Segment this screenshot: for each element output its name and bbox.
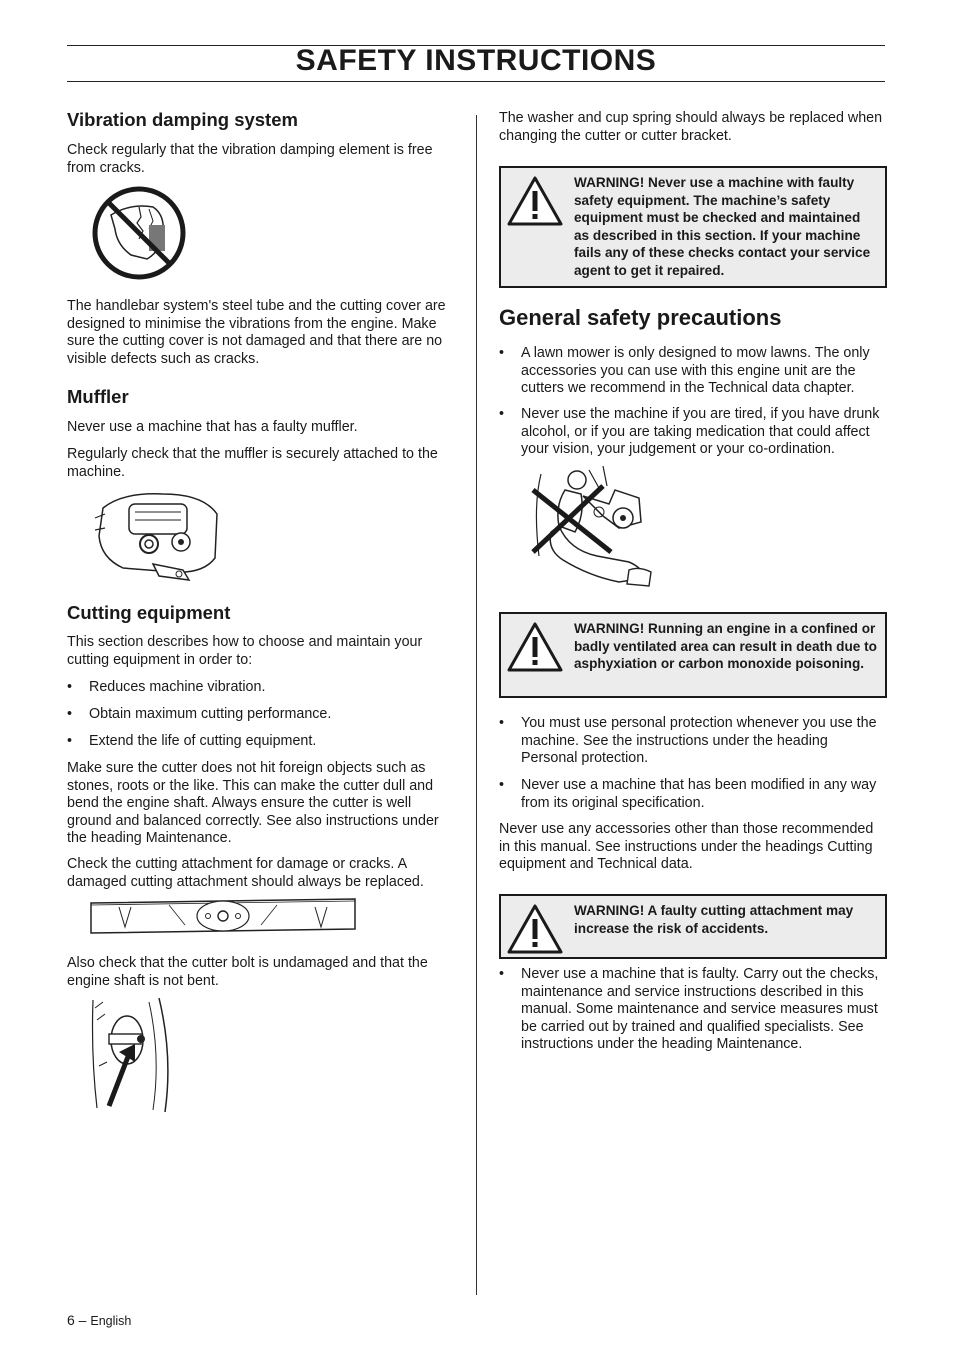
page-title: SAFETY INSTRUCTIONS bbox=[295, 44, 657, 77]
cutter-blade-illustration bbox=[89, 897, 357, 937]
impaired-operator-crossed-out-illustration bbox=[519, 466, 659, 592]
page-footer bbox=[67, 1312, 131, 1328]
bullet-dot: • bbox=[67, 733, 73, 749]
warning-triangle-icon bbox=[506, 902, 564, 956]
bullet-dot: • bbox=[67, 679, 73, 695]
page-number: 6 – bbox=[67, 1312, 87, 1328]
accessories-paragraph: Never use any accessories other than those recommended in this manual. See instructions under the headings Cutting equipment and Technical data. bbox=[499, 821, 874, 873]
list-item-text: Never use a machine that is faulty. Carry out the checks, maintenance and service instructions described in this manual. Some maintenance and service measures must be carried out by trained and qualified specialists. See instructions under the heading Maintenance. bbox=[521, 966, 879, 1053]
cutter-bolt-arrow-illustration bbox=[89, 996, 181, 1114]
warning-box-carbon-monoxide bbox=[499, 612, 887, 698]
heading-general-safety-precautions: General safety precautions bbox=[499, 305, 782, 330]
cutting-intro: This section describes how to choose and maintain your cutting equipment in order to: bbox=[67, 634, 423, 668]
bullet-dot: • bbox=[499, 777, 505, 793]
list-item-text: A lawn mower is only designed to mow lawns. The only accessories you can use with this engine unit are the cutters we recommend in the Technical data chapter. bbox=[521, 345, 870, 397]
footer-language: English bbox=[90, 1314, 132, 1328]
warning-triangle-icon bbox=[506, 620, 564, 674]
vibration-paragraph-2: The handlebar system's steel tube and the cutting cover are designed to minimise the vibrations from the engine. Make sure the cutting cover is not damaged and that there are no visible defects such as cracks. bbox=[67, 298, 446, 367]
heading-cutting-equipment: Cutting equipment bbox=[67, 602, 231, 623]
warning-text: WARNING! A faulty cutting attachment may increase the risk of accidents. bbox=[574, 903, 854, 936]
column-divider bbox=[476, 115, 477, 1295]
cutting-paragraph-3: Also check that the cutter bolt is undamaged and that the engine shaft is not bent. bbox=[67, 955, 428, 989]
list-item-text: Never use a machine that has been modified in any way from its original specification. bbox=[521, 777, 877, 811]
cutting-paragraph-2: Check the cutting attachment for damage or cracks. A damaged cutting attachment should always be replaced. bbox=[67, 856, 424, 890]
muffler-illustration bbox=[93, 488, 223, 584]
muffler-paragraph-1: Never use a machine that has a faulty muffler. bbox=[67, 419, 358, 435]
warning-text: WARNING! Running an engine in a confined or badly ventilated area can result in death due to asphyxiation or carbon monoxide poisoning. bbox=[574, 621, 877, 671]
list-item-text: Reduces machine vibration. bbox=[89, 679, 266, 695]
list-item-text: Extend the life of cutting equipment. bbox=[89, 733, 317, 749]
header-bottom-rule bbox=[67, 81, 885, 82]
bullet-dot: • bbox=[67, 706, 73, 722]
list-item-text: Never use the machine if you are tired, if you have drunk alcohol, or if you are taking medication that could affect your vision, your judgement or your co-ordination. bbox=[521, 406, 880, 458]
vibration-paragraph-1: Check regularly that the vibration damping element is free from cracks. bbox=[67, 142, 433, 176]
bullet-dot: • bbox=[499, 345, 505, 361]
washer-paragraph: The washer and cup spring should always be replaced when changing the cutter or cutter bracket. bbox=[499, 110, 883, 144]
bullet-dot: • bbox=[499, 715, 505, 731]
heading-muffler: Muffler bbox=[67, 386, 129, 407]
cracked-damping-element-illustration bbox=[91, 185, 187, 281]
bullet-dot: • bbox=[499, 406, 505, 422]
warning-box-faulty-cutting-attachment bbox=[499, 894, 887, 959]
heading-vibration-damping: Vibration damping system bbox=[67, 109, 298, 130]
bullet-dot: • bbox=[499, 966, 505, 982]
warning-triangle-icon bbox=[506, 174, 564, 228]
muffler-paragraph-2: Regularly check that the muffler is securely attached to the machine. bbox=[67, 446, 438, 480]
cutting-paragraph-1: Make sure the cutter does not hit foreign objects such as stones, roots or the like. This can make the cutter dull and bend the engine shaft. Always ensure the cutter is well ground and balanced correctly. See also instructions under the heading Maintenance. bbox=[67, 760, 439, 847]
warning-box-safety-equipment bbox=[499, 166, 887, 288]
warning-text: WARNING! Never use a machine with faulty safety equipment. The machine’s safety equipment must be checked and maintained as described in this section. If your machine fails any of these checks contact your service agent to get it repaired. bbox=[574, 175, 871, 278]
list-item-text: Obtain maximum cutting performance. bbox=[89, 706, 332, 722]
list-item-text: You must use personal protection whenever you use the machine. See the instructions under the heading Personal protection. bbox=[521, 715, 877, 767]
